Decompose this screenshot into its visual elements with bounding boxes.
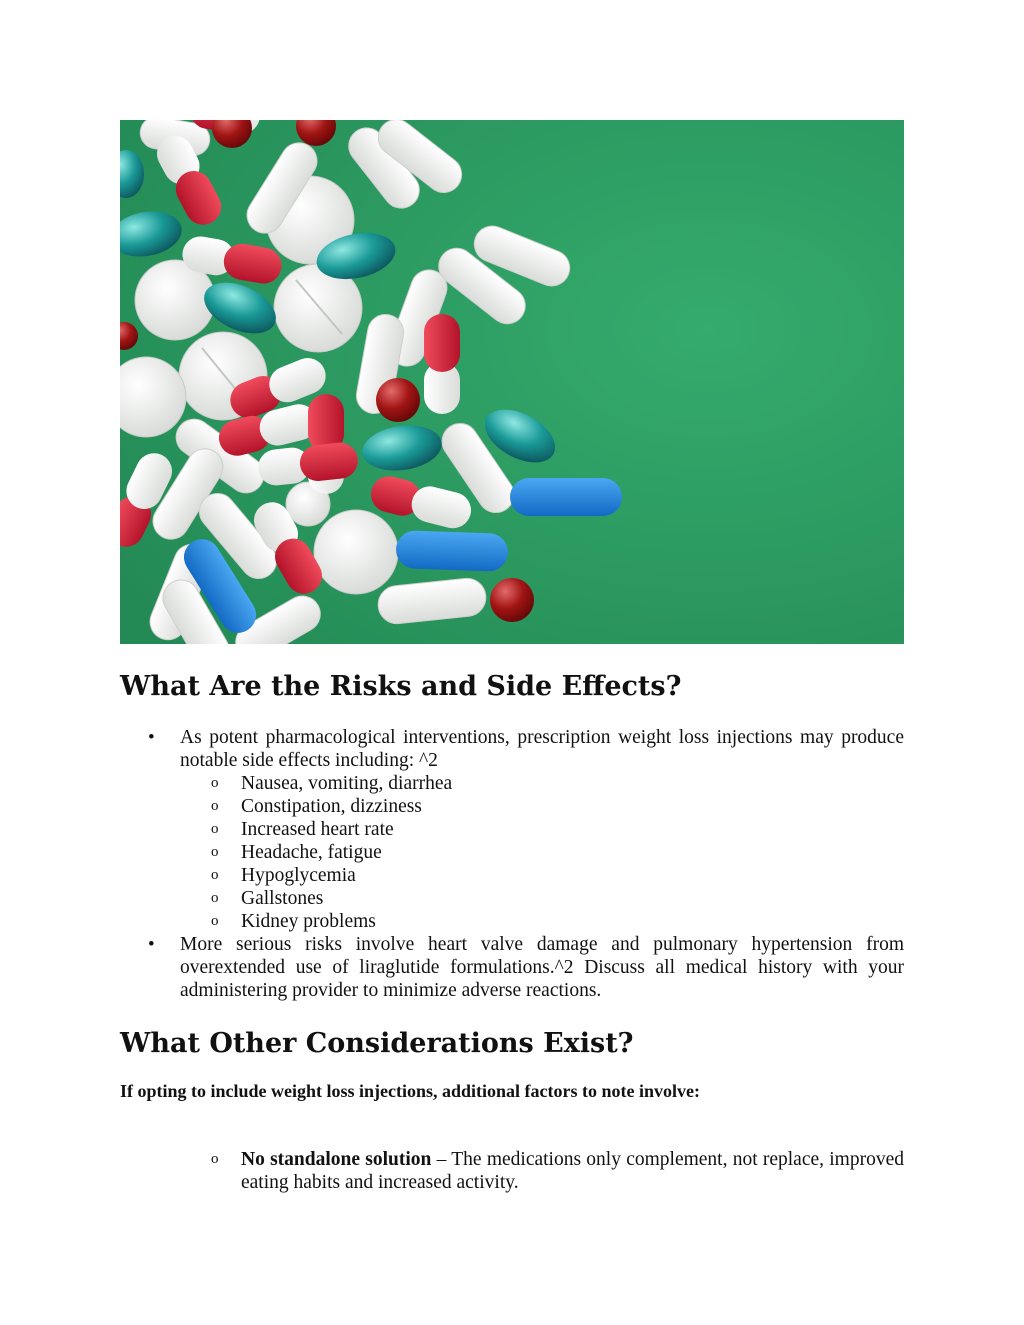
sub-list-item xyxy=(120,910,904,933)
sub-list-item xyxy=(120,864,904,887)
list-item-text: More serious risks involve heart valve damage and pulmonary hypertension from overextended use of liraglutide formulations.^2 Discuss all medical history with your administering provider to minimize adverse reactions. xyxy=(180,934,904,1001)
sub-item-text: Headache, fatigue xyxy=(241,842,382,863)
sub-item-text: Constipation, dizziness xyxy=(241,796,422,817)
sub-item-text: Kidney problems xyxy=(241,911,376,932)
sub-bullet-marker: o xyxy=(211,867,219,883)
sub-bullet-marker: o xyxy=(211,890,219,906)
sub-list-item xyxy=(120,841,904,864)
sub-bullet-marker: o xyxy=(211,775,219,791)
bullet-marker: • xyxy=(148,934,155,955)
sub-list-item xyxy=(120,1148,904,1194)
bullet-marker: • xyxy=(148,727,155,748)
consideration-term: No standalone solution xyxy=(241,1149,432,1170)
sub-bullet-marker: o xyxy=(211,913,219,929)
list-item xyxy=(120,726,904,933)
list-item-text: As potent pharmacological interventions, prescription weight loss injections may produce notable side effects including: ^2 xyxy=(180,727,904,771)
risks-list xyxy=(120,726,904,1002)
sub-bullet-marker: o xyxy=(211,844,219,860)
sub-item-text: Nausea, vomiting, diarrhea xyxy=(241,773,453,794)
pills-illustration xyxy=(120,120,904,644)
sub-bullet-marker: o xyxy=(211,798,219,814)
sub-list-item xyxy=(120,795,904,818)
sub-bullet-marker: o xyxy=(211,1151,219,1167)
sub-item-text: Increased heart rate xyxy=(241,819,394,840)
sub-item-text: Gallstones xyxy=(241,888,324,909)
consideration-separator: – xyxy=(431,1149,452,1170)
sub-list-item xyxy=(120,772,904,795)
sub-list-item xyxy=(120,818,904,841)
list-item xyxy=(120,933,904,1002)
pills-hero-image xyxy=(120,120,904,644)
side-effects-sublist xyxy=(180,772,904,933)
section-heading-risks: What Are the Risks and Side Effects? xyxy=(120,671,682,702)
sub-item-text: Hypoglycemia xyxy=(241,865,356,886)
section-heading-considerations: What Other Considerations Exist? xyxy=(120,1028,634,1059)
sub-bullet-marker: o xyxy=(211,821,219,837)
sub-list-item xyxy=(120,887,904,910)
considerations-lead: If opting to include weight loss injections, additional factors to note involve: xyxy=(120,1081,701,1101)
considerations-list xyxy=(120,1148,904,1194)
consideration-text: The medications only complement, not replace, improved eating habits and increased activity. xyxy=(241,1149,904,1193)
